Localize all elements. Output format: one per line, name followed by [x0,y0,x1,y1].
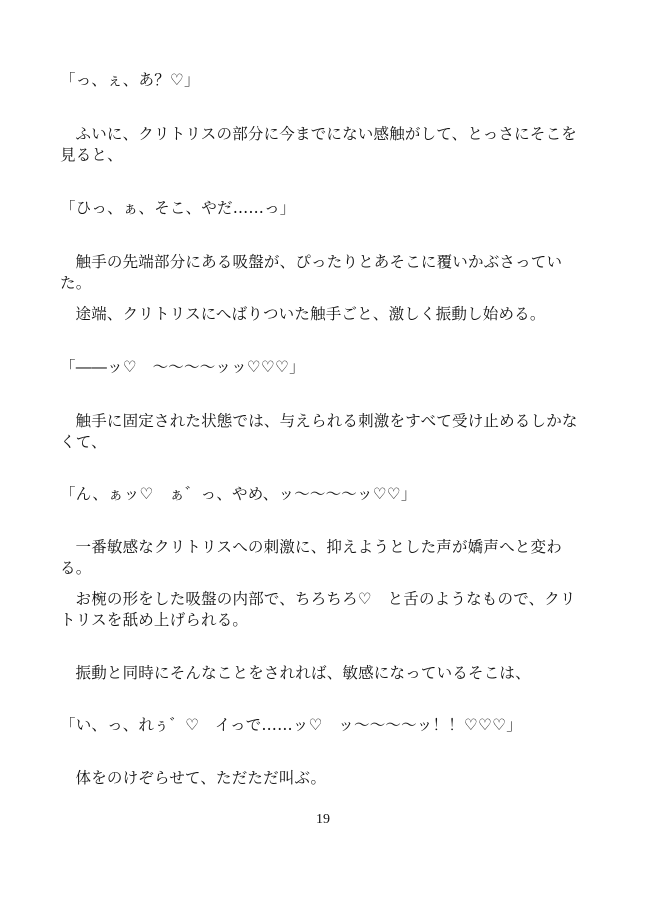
narration-paragraph: 触手に固定された状態では、与えられる刺激をすべて受け止めるしかなくて、 [60,412,578,451]
page-number: 19 [316,812,330,827]
narration-paragraph: ふいに、クリトリスの部分に今までにない感触がして、とっさにそこを見ると、 [60,125,577,164]
dialogue-line: 「っ、ぇ、あ？♡」 [60,71,200,89]
dialogue-line: 「――ッ♡ 〜〜〜〜ッッ♡♡♡」 [60,358,305,376]
narration-paragraph: 触手の先端部分にある吸盤が、ぴったりとあそこに覆いかぶさっていた。 [60,253,563,292]
narration-paragraph: 一番敏感なクリトリスへの刺激に、抑えようとした声が嬌声へと変わる。 [60,538,562,577]
dialogue-line: 「ひっ、ぁ、そこ、やだ……っ」 [60,199,296,217]
narration-paragraph: 振動と同時にそんなことをされれば、敏感になっているそこは、 [75,664,531,682]
dialogue-line: 「ん、ぁッ♡ ぁ゛っ、やめ、ッ〜〜〜〜ッ♡♡」 [60,485,417,503]
narration-paragraph: 途端、クリトリスにへばりついた触手ごと、激しく振動し始める。 [75,305,546,323]
dialogue-line: 「い、っ、れぅ゛♡ イっで……ッ♡ ッ〜〜〜〜ッ！！♡♡♡」 [60,716,522,734]
narration-paragraph: 体をのけぞらせて、ただただ叫ぶ。 [75,769,327,787]
narration-paragraph: お椀の形をした吸盤の内部で、ちろちろ♡ と舌のようなもので、クリトリスを舐め上げられる。 [60,590,576,629]
